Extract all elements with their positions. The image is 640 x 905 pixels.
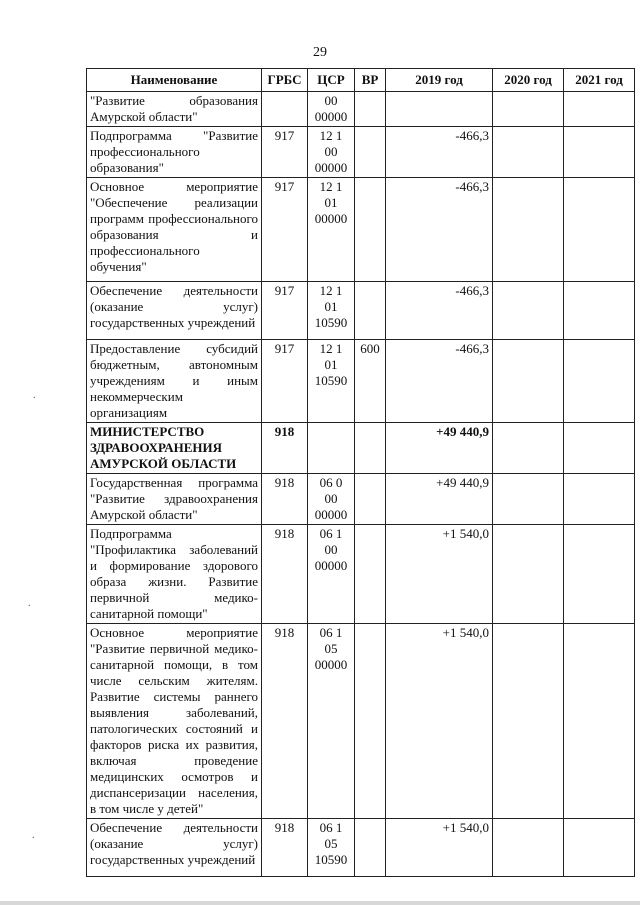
cell-csr xyxy=(308,282,355,340)
cell-vr xyxy=(355,819,386,877)
cell-name xyxy=(87,624,262,819)
cell-2021 xyxy=(564,340,635,423)
table-row xyxy=(87,423,635,474)
table-row xyxy=(87,474,635,525)
cell-grbs-text: 918 xyxy=(274,820,295,835)
cell-2021 xyxy=(564,423,635,474)
cell-grbs xyxy=(262,340,308,423)
cell-2019 xyxy=(386,474,493,525)
cell-name-text: Обеспечение деятельности (оказание услуг) государственных учреждений xyxy=(90,820,258,867)
cell-vr-text: 600 xyxy=(360,341,380,356)
cell-csr xyxy=(308,624,355,819)
cell-name xyxy=(87,819,262,877)
cell-name xyxy=(87,127,262,178)
cell-csr-text: 06 0 00 00000 xyxy=(314,475,348,522)
cell-2019 xyxy=(386,624,493,819)
cell-name xyxy=(87,423,262,474)
cell-grbs xyxy=(262,624,308,819)
cell-grbs xyxy=(262,282,308,340)
cell-2019-text: +1 540,0 xyxy=(442,625,489,640)
cell-name-text: Обеспечение деятельности (оказание услуг) государственных учреждений xyxy=(90,283,258,330)
cell-2021 xyxy=(564,624,635,819)
cell-2020 xyxy=(493,624,564,819)
cell-2019 xyxy=(386,282,493,340)
cell-2020 xyxy=(493,819,564,877)
cell-2020 xyxy=(493,92,564,127)
cell-name-text: Подпрограмма "Развитие профессионального образования" xyxy=(90,128,258,175)
cell-2019 xyxy=(386,819,493,877)
cell-name-text: МИНИСТЕРСТВО ЗДРАВООХРАНЕНИЯ АМУРСКОЙ ОБЛАСТИ xyxy=(90,424,237,471)
budget-table xyxy=(86,68,635,877)
cell-2021 xyxy=(564,525,635,624)
header-vr: ВР xyxy=(355,69,386,92)
scan-mark: . xyxy=(28,598,31,609)
cell-grbs xyxy=(262,127,308,178)
scan-mark: . xyxy=(32,830,35,841)
cell-name-text: "Развитие образования Амурской области" xyxy=(90,93,258,124)
table-body xyxy=(87,92,635,877)
cell-csr xyxy=(308,178,355,282)
header-row xyxy=(87,69,635,92)
header-grbs: ГРБС xyxy=(262,69,308,92)
table-row xyxy=(87,819,635,877)
header-csr: ЦСР xyxy=(308,69,355,92)
cell-csr xyxy=(308,340,355,423)
cell-csr-text: 12 1 01 10590 xyxy=(314,341,348,388)
cell-csr-text: 12 1 01 10590 xyxy=(314,283,348,330)
cell-2019-text: +49 440,9 xyxy=(436,475,489,490)
cell-2020 xyxy=(493,282,564,340)
cell-2021 xyxy=(564,127,635,178)
cell-vr xyxy=(355,423,386,474)
cell-2019-text: -466,3 xyxy=(455,179,489,194)
cell-vr xyxy=(355,340,386,423)
table-row xyxy=(87,282,635,340)
cell-2020 xyxy=(493,127,564,178)
cell-grbs-text: 917 xyxy=(274,128,295,143)
cell-2019 xyxy=(386,340,493,423)
cell-name xyxy=(87,92,262,127)
cell-grbs-text: 918 xyxy=(274,424,295,439)
cell-csr-text: 06 1 05 10590 xyxy=(314,820,348,867)
table-row xyxy=(87,340,635,423)
cell-2019 xyxy=(386,178,493,282)
cell-csr xyxy=(308,819,355,877)
table-row xyxy=(87,624,635,819)
cell-csr xyxy=(308,423,355,474)
cell-2019-text: -466,3 xyxy=(455,283,489,298)
cell-2019-text: +49 440,9 xyxy=(436,424,489,439)
cell-csr xyxy=(308,92,355,127)
cell-2021 xyxy=(564,282,635,340)
cell-2019-text: +1 540,0 xyxy=(442,820,489,835)
cell-name-text: Предоставление субсидий бюджетным, автономным учреждениям и иным некоммерческим организациям xyxy=(90,341,258,420)
table-row xyxy=(87,92,635,127)
cell-csr xyxy=(308,474,355,525)
cell-2019-text: -466,3 xyxy=(455,128,489,143)
cell-name-text: Государственная программа "Развитие здравоохранения Амурской области" xyxy=(90,475,258,522)
cell-name xyxy=(87,282,262,340)
cell-grbs xyxy=(262,819,308,877)
cell-2019-text: -466,3 xyxy=(455,341,489,356)
cell-2021 xyxy=(564,474,635,525)
cell-2020 xyxy=(493,423,564,474)
cell-name xyxy=(87,525,262,624)
cell-name-text: Основное мероприятие "Обеспечение реализации программ профессионального образования и профессионального обучения" xyxy=(90,179,258,274)
cell-vr xyxy=(355,624,386,819)
cell-grbs-text: 917 xyxy=(274,283,295,298)
cell-grbs xyxy=(262,423,308,474)
cell-csr-text: 12 1 01 00000 xyxy=(314,179,348,226)
cell-name xyxy=(87,340,262,423)
table-row xyxy=(87,127,635,178)
cell-2020 xyxy=(493,474,564,525)
cell-csr-text: 06 1 00 00000 xyxy=(314,526,348,573)
cell-2019-text: +1 540,0 xyxy=(442,526,489,541)
header-name: Наименование xyxy=(87,69,262,92)
cell-grbs-text: 917 xyxy=(274,179,295,194)
cell-2021 xyxy=(564,178,635,282)
cell-vr xyxy=(355,92,386,127)
scan-edge xyxy=(0,901,640,905)
cell-2020 xyxy=(493,340,564,423)
cell-vr xyxy=(355,127,386,178)
cell-vr xyxy=(355,178,386,282)
cell-grbs xyxy=(262,525,308,624)
cell-2019 xyxy=(386,525,493,624)
cell-grbs-text: 918 xyxy=(274,526,295,541)
header-2019: 2019 год xyxy=(386,69,493,92)
cell-grbs-text: 918 xyxy=(274,475,295,490)
cell-grbs-text: 917 xyxy=(274,341,295,356)
table-row xyxy=(87,525,635,624)
cell-name xyxy=(87,178,262,282)
cell-name xyxy=(87,474,262,525)
cell-vr xyxy=(355,282,386,340)
cell-2021 xyxy=(564,92,635,127)
cell-csr-text: 06 1 05 00000 xyxy=(314,625,348,672)
cell-grbs xyxy=(262,92,308,127)
page-number: 29 xyxy=(313,45,327,60)
cell-2020 xyxy=(493,178,564,282)
cell-2019 xyxy=(386,127,493,178)
cell-vr xyxy=(355,474,386,525)
cell-csr-text: 12 1 00 00000 xyxy=(314,128,348,175)
cell-2019 xyxy=(386,92,493,127)
scan-mark: . xyxy=(33,390,36,401)
cell-2021 xyxy=(564,819,635,877)
cell-grbs xyxy=(262,474,308,525)
cell-csr xyxy=(308,127,355,178)
cell-name-text: Подпрограмма "Профилактика заболеваний и формирование здорового образа жизни. Развитие первичной медико-санитарной помощи" xyxy=(90,526,258,621)
cell-2020 xyxy=(493,525,564,624)
cell-grbs xyxy=(262,178,308,282)
cell-name-text: Основное мероприятие "Развитие первичной медико-санитарной помощи, в том числе сельским жителям. Развитие системы раннего выявления заболеваний, патологических состояний и факторов риска их развития, включая проведение медицинских осмотров и диспансеризации населения, в том числе у детей" xyxy=(90,625,258,816)
cell-grbs-text: 918 xyxy=(274,625,295,640)
cell-2019 xyxy=(386,423,493,474)
cell-csr xyxy=(308,525,355,624)
header-2020: 2020 год xyxy=(493,69,564,92)
table-row xyxy=(87,178,635,282)
cell-vr xyxy=(355,525,386,624)
header-2021: 2021 год xyxy=(564,69,635,92)
cell-csr-text: 00 00000 xyxy=(314,93,348,124)
